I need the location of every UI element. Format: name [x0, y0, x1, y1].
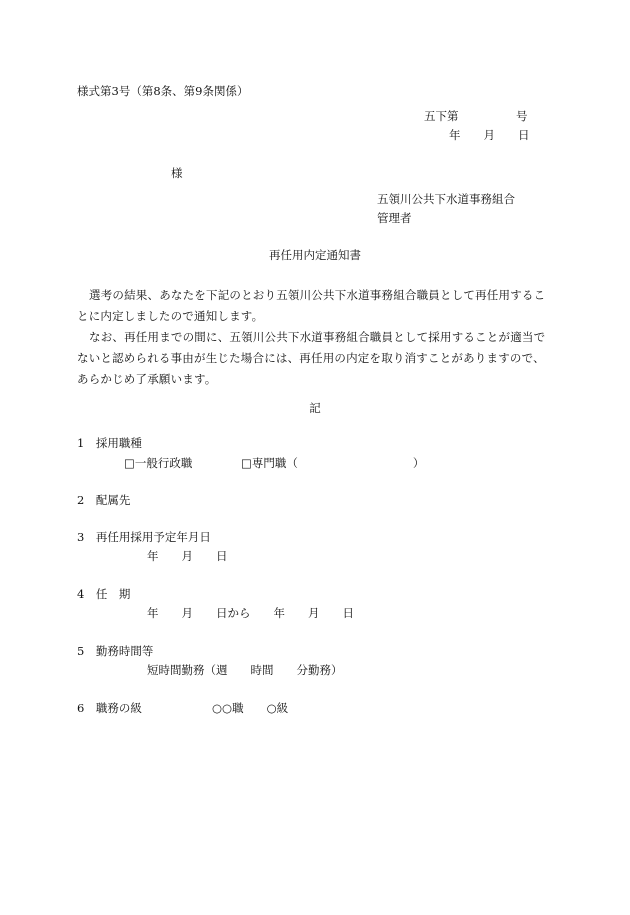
addressee-honorific: 様 [171, 166, 183, 180]
item-3-value: 年 月 日 [147, 549, 228, 563]
sender-organization: 五領川公共下水道事務組合 [377, 192, 515, 206]
sender-title: 管理者 [377, 211, 412, 225]
item-6-value: ○○職 ○級 [212, 701, 289, 715]
item-5-label: 5 勤務時間等 [77, 644, 154, 658]
body-text [77, 285, 555, 390]
body-paragraph-1: 選考の結果、あなたを下記のとおり五領川公共下水道事務組合職員として再任用することに内定しましたので通知します。 [77, 288, 546, 323]
ki-heading: 記 [309, 401, 321, 415]
item-6-label: 6 職務の級 [77, 701, 142, 715]
item-1-option-specialist: □専門職（ ） [241, 456, 425, 470]
document-title: 再任用内定通知書 [269, 248, 361, 262]
document-date: 年 月 日 [449, 128, 530, 142]
item-1-label: 1 採用職種 [77, 436, 142, 450]
item-4-value: 年 月 日から 年 月 日 [147, 606, 354, 620]
item-1-option-general: □一般行政職 [124, 456, 193, 470]
item-4-label: 4 任 期 [77, 587, 131, 601]
item-3-label: 3 再任用採用予定年月日 [77, 530, 211, 544]
body-paragraph-2: なお、再任用までの間に、五領川公共下水道事務組合職員として採用することが適当でないと認められる事由が生じた場合には、再任用の内定を取り消すことがありますので、あらかじめ了承願います。 [77, 330, 546, 386]
form-label: 様式第3号（第8条、第9条関係） [77, 84, 249, 98]
item-5-value: 短時間勤務（週 時間 分勤務） [147, 663, 343, 677]
document-number: 五下第 号 [424, 109, 528, 123]
item-2-label: 2 配属先 [77, 493, 131, 507]
